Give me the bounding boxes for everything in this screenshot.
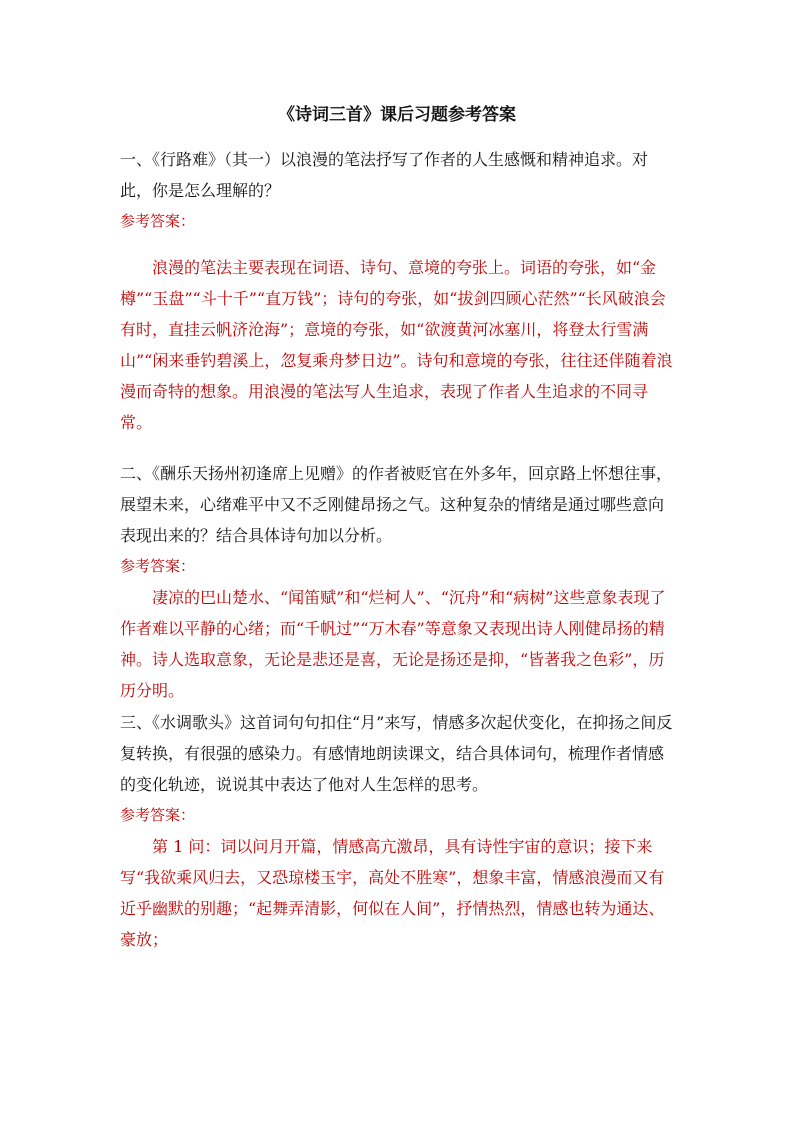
question-1-text: 一、《行路难》（其一）以浪漫的笔法抒写了作者的人生感慨和精神追求。对此，你是怎么理解的？ xyxy=(120,150,649,200)
question-2-text: 二、《酬乐天扬州初逢席上见赠》的作者被贬官在外多年，回京路上怀想往事，展望未来，心绪难平中又不乏刚健昂扬之气。这种复杂的情绪是通过哪些意向表现出来的？结合具体诗句加以分析。 xyxy=(120,464,673,545)
answer-3-label: 参考答案： xyxy=(120,806,196,824)
answer-1-label: 参考答案： xyxy=(120,212,196,230)
answer-2-text: 凄凉的巴山楚水、“闻笛赋”和“烂柯人”、“沉舟”和“病树”这些意象表现了作者难以平静的心绪；而“千帆过”“万木春”等意象又表现出诗人刚健昂扬的精神。诗人选取意象，无论是悲还是喜，无论是扬还是抑，“皆著我之色彩”，历历分明。 xyxy=(120,588,666,700)
answer-3-text: 第 1 问：词以问月开篇，情感高亢激昂，具有诗性宇宙的意识；接下来写“我欲乘风归去，又恐琼楼玉宇，高处不胜寒”，想象丰富，情感浪漫而又有近乎幽默的别趣；“起舞弄清影，何似在人间”，抒情热烈，情感也转为通达、豪放； xyxy=(120,837,665,949)
answer-1-text: 浪漫的笔法主要表现在词语、诗句、意境的夸张上。词语的夸张，如“金樽”“玉盘”“斗十千”“直万钱”；诗句的夸张，如“拔剑四顾心茫然”“长风破浪会有时，直挂云帆济沧海”；意境的夸张，如“欲渡黄河冰塞川，将登太行雪满山”“闲来垂钓碧溪上，忽复乘舟梦日边”。诗句和意境的夸张，往往还伴随着浪漫而奇特的想象。用浪漫的笔法写人生追求，表现了作者人生追求的不同寻常。 xyxy=(120,258,673,432)
document-title: 《诗词三首》课后习题参考答案 xyxy=(278,105,516,125)
question-3-text: 三、《水调歌头》这首词句句扣住“月”来写，情感多次起伏变化，在抑扬之间反复转换，有很强的感染力。有感情地朗读课文，结合具体词句，梳理作者情感的变化轨迹，说说其中表达了他对人生怎样的思考。 xyxy=(120,713,673,794)
answer-2-label: 参考答案： xyxy=(120,557,196,575)
